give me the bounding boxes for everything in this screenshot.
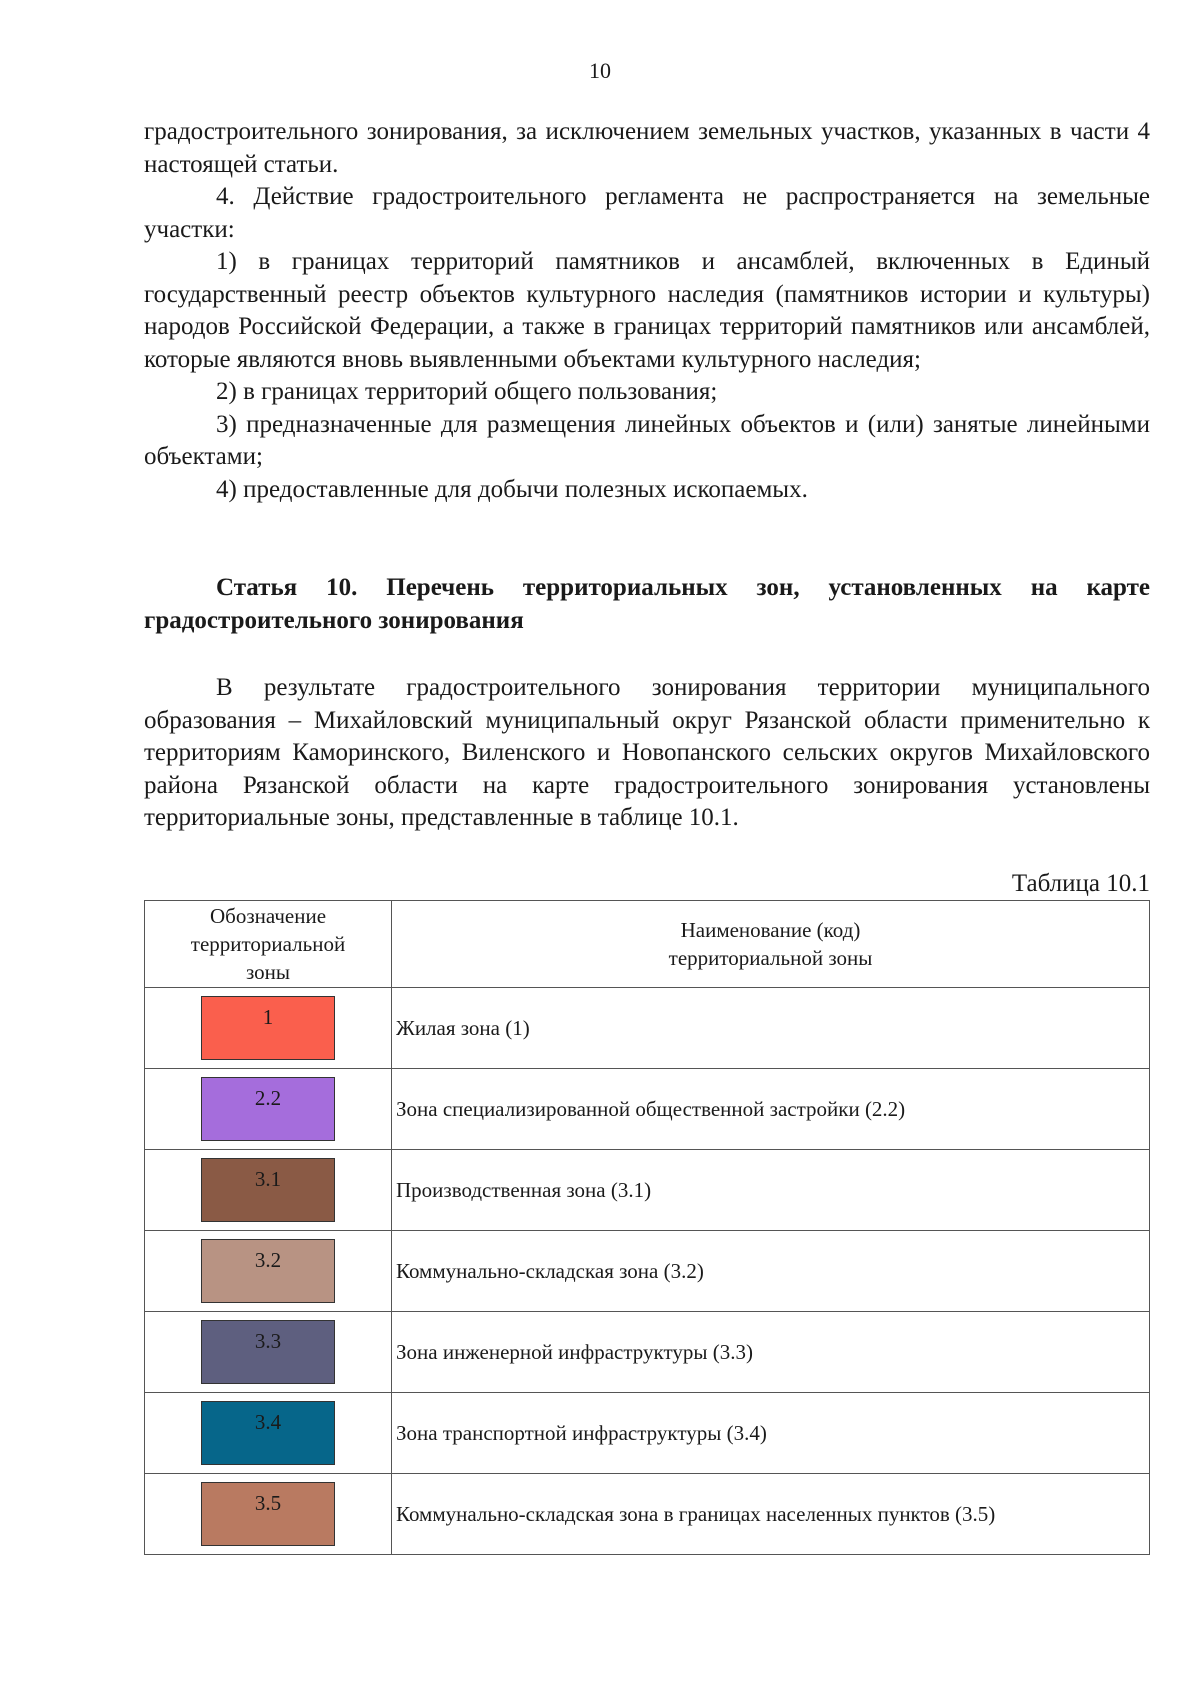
zones-table <box>144 900 1150 1555</box>
paragraph-zoning-continuation: градостроительного зонирования, за исключением земельных участков, указанных в части 4 настоящей статьи. <box>144 118 1150 178</box>
list-item: 3) предназначенные для размещения линейных объектов и (или) занятые линейными объектами; <box>144 410 1150 470</box>
zone-color-swatch: 3.2 <box>201 1239 335 1303</box>
article-title: Статья 10. Перечень территориальных зон, установленных на карте градостроительного зонирования <box>144 574 1150 634</box>
zone-code-cell <box>145 1474 392 1555</box>
zone-color-swatch: 3.4 <box>201 1401 335 1465</box>
zone-name-cell: Зона инженерной инфраструктуры (3.3) <box>392 1312 1150 1393</box>
table-row <box>145 1312 1150 1393</box>
table-row <box>145 1474 1150 1555</box>
table-row <box>145 1150 1150 1231</box>
table-header-row <box>145 901 1150 988</box>
zone-name-cell: Производственная зона (3.1) <box>392 1150 1150 1231</box>
table-caption: Таблица 10.1 <box>1011 870 1150 897</box>
list-item: 2) в границах территорий общего пользования; <box>216 378 718 405</box>
paragraph-part-4: 4. Действие градостроительного регламента не распространяется на земельные участки: <box>144 183 1150 243</box>
zone-color-swatch: 2.2 <box>201 1077 335 1141</box>
zone-name-cell: Зона специализированной общественной застройки (2.2) <box>392 1069 1150 1150</box>
list-item: 1) в границах территорий памятников и ансамблей, включенных в Единый государственный реестр объектов культурного наследия (памятников истории и культуры) народов Российской Федерации, а также в границах территорий памятников или ансамблей, которые являются вновь выявленными объектами культурного наследия; <box>144 248 1150 373</box>
table-row <box>145 988 1150 1069</box>
zone-code-cell <box>145 1393 392 1474</box>
zone-color-swatch: 1 <box>201 996 335 1060</box>
zone-name-cell: Коммунально-складская зона в границах населенных пунктов (3.5) <box>392 1474 1150 1555</box>
zone-name-cell: Зона транспортной инфраструктуры (3.4) <box>392 1393 1150 1474</box>
zone-color-swatch: 3.5 <box>201 1482 335 1546</box>
zone-code-cell <box>145 988 392 1069</box>
zone-code-cell <box>145 1312 392 1393</box>
table-row <box>145 1231 1150 1312</box>
zone-name-cell: Коммунально-складская зона (3.2) <box>392 1231 1150 1312</box>
header-zone-name: Наименование (код) территориальной зоны <box>392 901 1150 988</box>
header-zone-code: Обозначение территориальной зоны <box>145 901 392 988</box>
page-number: 10 <box>589 58 611 83</box>
table-row <box>145 1393 1150 1474</box>
zone-code-cell <box>145 1069 392 1150</box>
table-row <box>145 1069 1150 1150</box>
list-item: 4) предоставленные для добычи полезных ископаемых. <box>216 475 808 503</box>
zone-color-swatch: 3.1 <box>201 1158 335 1222</box>
zone-color-swatch: 3.3 <box>201 1320 335 1384</box>
intro-text <box>144 116 1150 506</box>
zone-code-cell <box>145 1150 392 1231</box>
article-body: В результате градостроительного зонирования территории муниципального образования – Михайловский муниципальный округ Рязанской области применительно к территориям Каморинского, Виленского и Новопанского сельских округов Михайловского района Рязанской области на карте градостроительного зонирования установлены территориальные зоны, представленные в таблице 10.1. <box>144 674 1150 831</box>
zone-name-cell: Жилая зона (1) <box>392 988 1150 1069</box>
zone-code-cell <box>145 1231 392 1312</box>
